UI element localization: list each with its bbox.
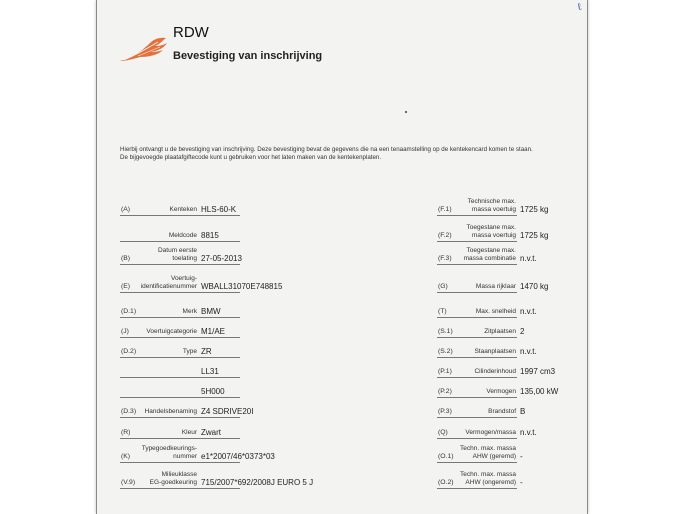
right-field-value: n.v.t.	[520, 347, 537, 356]
left-field-value: WBALL31070E748815	[201, 282, 283, 291]
left-field-value: 5H000	[201, 387, 225, 396]
sheet-right-edge	[587, 0, 588, 514]
left-field-label: Milieuklasse EG-goedkeuring	[149, 471, 197, 486]
rdw-logo-icon	[118, 34, 170, 64]
right-field-label: Toegestane max. massa combinatie	[463, 247, 516, 262]
right-field-label: Technische max. massa voertuig	[467, 198, 516, 213]
left-field-value: Z4 SDRIVE20I	[201, 407, 254, 416]
left-field-underline	[120, 417, 240, 418]
left-field-underline	[120, 264, 240, 265]
left-field-underline	[120, 337, 240, 338]
speck	[405, 111, 407, 113]
left-field-label: Kleur	[181, 429, 197, 436]
right-field-code: (F.2)	[438, 232, 452, 239]
left-field-value: 715/2007*692/2008J EURO 5 J	[201, 478, 314, 487]
right-field-underline	[437, 417, 517, 418]
left-field-label: Voertuig- identificatienummer	[140, 275, 197, 290]
intro-line-1: Hierbij ontvangt u de bevestiging van inschrijving. Deze bevestiging bevat de gegevens die na een tenaamstelling op de kentekencard komen te staan.	[120, 146, 533, 153]
left-field-code: (K)	[121, 453, 131, 460]
right-field-label: Max. snelheid	[475, 308, 516, 315]
left-field-value: e1*2007/46*0373*03	[201, 452, 275, 461]
right-field-underline	[437, 377, 517, 378]
left-field-label: Type	[182, 348, 197, 355]
left-field-value: HLS-60-K	[201, 205, 237, 214]
right-field-code: (F.3)	[438, 255, 452, 262]
left-field-label: Handelsbenaming	[144, 408, 197, 415]
left-field-label: Merk	[182, 308, 197, 315]
left-field-code: (E)	[121, 283, 131, 290]
right-field-underline	[437, 397, 517, 398]
right-field-code: (P.3)	[438, 408, 452, 415]
right-field-label: Toegestane max. massa voertuig	[466, 224, 516, 239]
left-field-underline	[120, 462, 240, 463]
right-field-code: (F.1)	[438, 206, 452, 213]
right-field-label: Vermogen	[486, 388, 516, 395]
left-field-code: (A)	[121, 206, 131, 213]
left-field-label: Voertuigcategorie	[146, 328, 197, 335]
right-field-underline	[437, 241, 517, 242]
right-field-underline	[437, 438, 517, 439]
right-field-underline	[437, 488, 517, 489]
right-field-underline	[437, 337, 517, 338]
left-field-code: (D.3)	[121, 408, 137, 415]
right-field-underline	[437, 292, 517, 293]
right-field-value: 135,00 kW	[520, 387, 559, 396]
left-field-value: 27-05-2013	[201, 254, 242, 263]
left-field-label: Typegoedkeurings- nummer	[141, 445, 197, 460]
right-field-code: (S.1)	[438, 328, 453, 335]
pen-mark: ℓ	[576, 1, 583, 14]
right-field-underline	[437, 264, 517, 265]
left-field-underline	[120, 215, 240, 216]
right-field-code: (T)	[438, 308, 447, 315]
left-field-underline	[120, 438, 240, 439]
right-field-code: (S.2)	[438, 348, 453, 355]
right-field-code: (P.1)	[438, 368, 452, 375]
left-field-code: (D.1)	[121, 308, 137, 315]
right-field-value: B	[520, 407, 526, 416]
right-field-value: -	[520, 478, 523, 487]
right-field-value: 1470 kg	[520, 282, 549, 291]
right-field-code: (O.1)	[438, 453, 454, 460]
left-field-underline	[120, 357, 240, 358]
right-field-value: -	[520, 452, 523, 461]
left-field-underline	[120, 317, 240, 318]
left-field-code: (R)	[121, 429, 131, 436]
right-field-label: Techn. max. massa AHW (ongeremd)	[460, 471, 516, 486]
right-field-code: (O.2)	[438, 479, 454, 486]
left-field-value: LL31	[201, 367, 219, 376]
right-field-underline	[437, 462, 517, 463]
right-field-label: Zitplaatsen	[484, 328, 516, 335]
right-field-code: (G)	[438, 283, 448, 290]
left-field-value: 8815	[201, 231, 219, 240]
left-field-underline	[120, 488, 240, 489]
sheet-left-edge	[96, 0, 97, 514]
right-field-value: n.v.t.	[520, 254, 537, 263]
right-field-value: 1725 kg	[520, 231, 549, 240]
right-field-underline	[437, 357, 517, 358]
right-field-underline	[437, 215, 517, 216]
left-field-code: (D.2)	[121, 348, 137, 355]
right-field-value: 1997 cm3	[520, 367, 556, 376]
right-field-value: 1725 kg	[520, 205, 549, 214]
left-field-underline	[120, 377, 240, 378]
right-field-value: n.v.t.	[520, 428, 537, 437]
left-field-underline	[120, 241, 240, 242]
right-field-code: (Q)	[438, 429, 448, 436]
right-field-underline	[437, 317, 517, 318]
left-field-label: Kenteken	[169, 206, 197, 213]
intro-line-2: De bijgevoegde plaatafgiftecode kunt u gebruiken voor het laten maken van de kentekenplaten.	[120, 154, 382, 161]
left-field-label: Datum eerste toelating	[157, 247, 197, 262]
right-field-label: Techn. max. massa AHW (geremd)	[460, 445, 516, 460]
left-field-value: BMW	[201, 307, 221, 316]
left-field-value: M1/AE	[201, 327, 226, 336]
left-field-code: (B)	[121, 255, 131, 262]
left-field-label: Meldcode	[168, 232, 197, 239]
brand-name: RDW	[173, 24, 209, 41]
document-title: Bevestiging van inschrijving	[173, 50, 323, 62]
right-field-label: Cilinderinhoud	[474, 368, 516, 375]
right-field-value: 2	[520, 327, 525, 336]
right-field-label: Staanplaatsen	[474, 348, 516, 355]
left-field-code: (J)	[121, 328, 129, 335]
right-field-label: Brandstof	[488, 408, 516, 415]
right-field-code: (P.2)	[438, 388, 452, 395]
left-field-value: ZR	[201, 347, 212, 356]
right-field-label: Massa rijklaar	[475, 283, 516, 290]
right-field-value: n.v.t.	[520, 307, 537, 316]
left-field-code: (V.9)	[121, 479, 136, 486]
left-field-underline	[120, 292, 240, 293]
right-field-label: Vermogen/massa	[465, 429, 516, 436]
left-field-underline	[120, 397, 240, 398]
left-field-value: Zwart	[201, 428, 221, 437]
